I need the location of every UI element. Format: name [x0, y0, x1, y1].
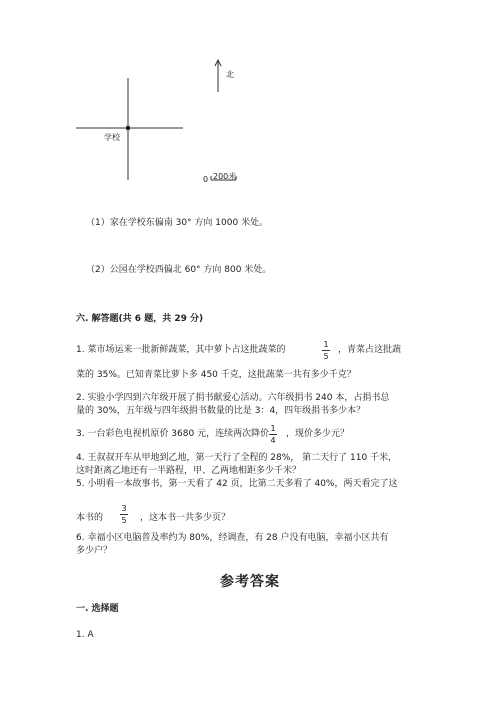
scale-distance-label: 200米: [213, 172, 237, 181]
question-1-text-end: ，青菜占这批蔬: [338, 345, 402, 355]
answers-section-heading: 一. 选择题: [76, 604, 119, 614]
question-1-text: 1. 菜市场运来一批新鲜蔬菜，其中萝卜占这批蔬菜的: [76, 345, 286, 355]
question-3-text-end: ，现价多少元？: [286, 429, 350, 439]
fraction-numerator: 1: [323, 340, 329, 349]
fraction-numerator: 1: [270, 424, 276, 433]
scale-zero-label: 0: [203, 175, 209, 184]
fraction-bar: [269, 434, 277, 435]
north-label: 北: [226, 70, 234, 79]
question-5-text-end: ，这本书一共多少页？: [140, 513, 231, 523]
school-label: 学校: [104, 133, 120, 142]
question-6-line-1: 6. 幸福小区电脑普及率约为 80%，经调查，有 28 户没有电脑，幸福小区共有: [76, 533, 389, 543]
north-arrow: [215, 60, 221, 92]
question-4-line-1: 4. 王叔叔开车从甲地到乙地，第一天行了全程的 28%， 第二天行了 110 千米，: [76, 453, 398, 463]
section-heading: 六. 解答题(共 6 题，共 29 分): [76, 314, 204, 324]
location-statement-1: （1）家在学校东偏南 30° 方向 1000 米处。: [86, 218, 269, 228]
answers-title: 参考答案: [220, 574, 280, 590]
question-2-line-2: 量的 30%，五年级与四年级捐书数量的比是 3：4，四年级捐书多少本？: [76, 406, 366, 416]
fraction-bar: [120, 514, 128, 515]
question-3-text: 3. 一台彩色电视机原价 3680 元，连续两次降价: [76, 429, 270, 439]
fraction-denominator: 5: [323, 352, 329, 361]
question-5-fraction: [118, 504, 130, 525]
fraction-denominator: 5: [121, 516, 127, 525]
fraction-bar: [322, 350, 330, 351]
question-1-fraction: [320, 340, 332, 361]
answer-1: 1. A: [76, 630, 94, 640]
question-5-text: 本书的: [76, 513, 104, 523]
question-6-line-2: 多少户？: [76, 546, 113, 556]
question-3-fraction: [267, 424, 279, 445]
question-5-line-1: 5. 小明看一本故事书，第一天看了 42 页，比第二天多看了 40%，两天看完了这: [76, 479, 398, 489]
location-statement-2: （2）公园在学校西偏北 60° 方向 800 米处。: [86, 265, 272, 275]
school-point: [126, 126, 130, 130]
fraction-denominator: 4: [270, 436, 276, 445]
question-2-line-1: 2. 实验小学四到六年级开展了捐书献爱心活动。六年级捐书 240 本，占捐书总: [76, 393, 390, 403]
question-4-line-2: 这时距离乙地还有一半路程，甲、乙两地相距多少千米？: [76, 466, 302, 476]
question-1-line-2: 菜的 35%。已知青菜比萝卜多 450 千克，这批蔬菜一共有多少千克？: [76, 370, 356, 380]
fraction-numerator: 3: [121, 504, 127, 513]
